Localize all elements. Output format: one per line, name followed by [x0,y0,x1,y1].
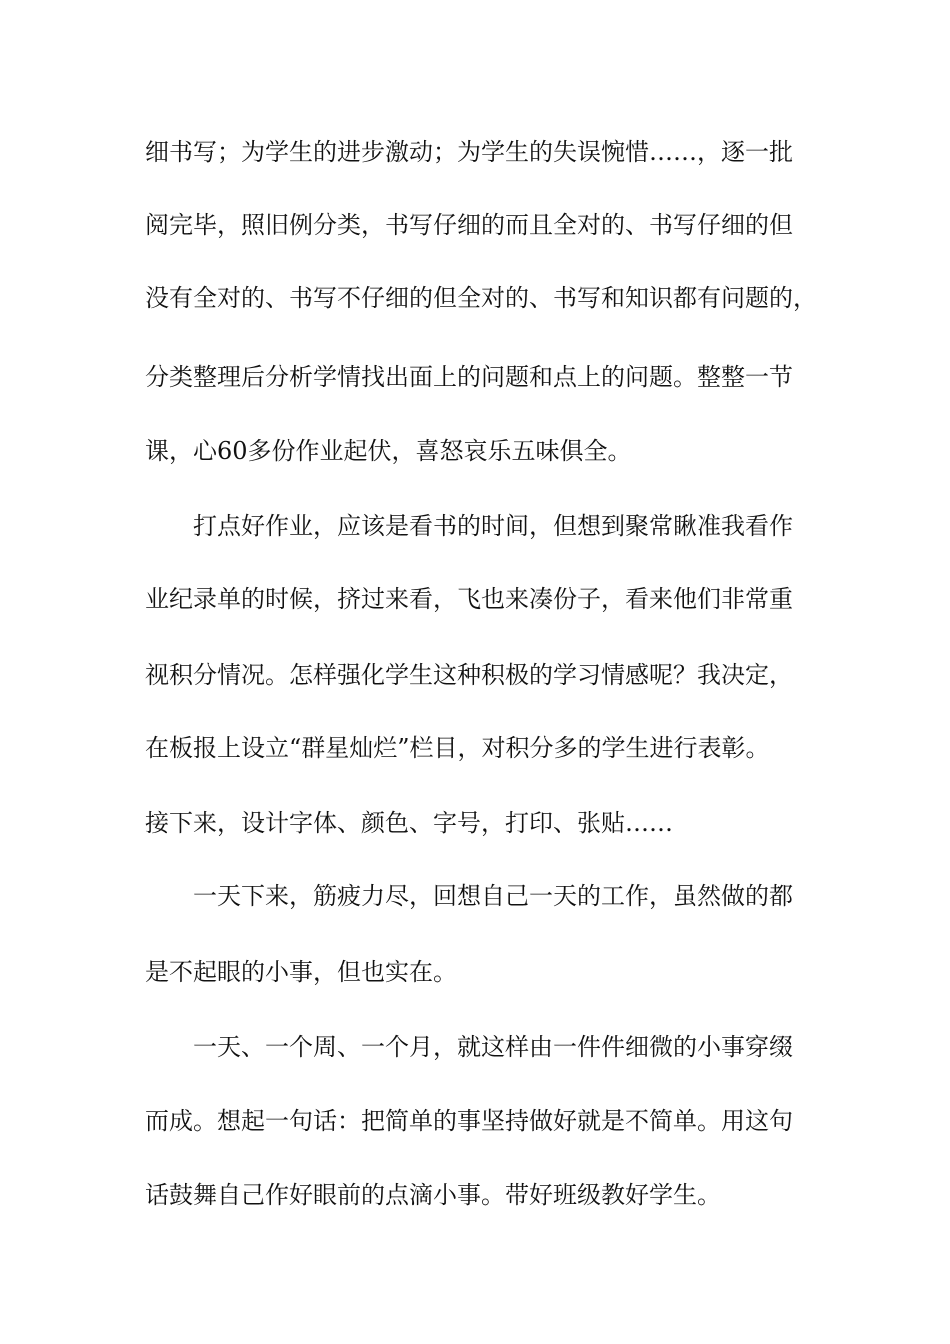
paragraph-start-line: 一天下来，筋疲力尽，回想自己一天的工作，虽然做的都 [193,882,793,910]
text-line: 课，心60多份作业起伏，喜怒哀乐五味俱全。 [145,437,632,465]
paragraph-start-line: 打点好作业，应该是看书的时间，但想到聚常瞅准我看作 [193,512,793,540]
paragraph-start-line: 一天、一个周、一个月，就这样由一件件细微的小事穿缀 [193,1033,793,1061]
text-line: 接下来，设计字体、颜色、字号，打印、张贴…… [145,809,673,837]
text-line: 分类整理后分析学情找出面上的问题和点上的问题。整整一节 [145,363,793,391]
text-line: 话鼓舞自己作好眼前的点滴小事。带好班级教好学生。 [145,1181,721,1209]
text-line: 阅完毕，照旧例分类，书写仔细的而且全对的、书写仔细的但 [145,211,793,239]
text-line: 视积分情况。怎样强化学生这种积极的学习情感呢？我决定， [145,661,793,689]
text-line: 业纪录单的时候，挤过来看，飞也来凑份子，看来他们非常重 [145,585,793,613]
text-line: 没有全对的、书写不仔细的但全对的、书写和知识都有问题的， [145,284,817,312]
text-line: 是不起眼的小事，但也实在。 [145,958,457,986]
text-line: 而成。想起一句话：把简单的事坚持做好就是不简单。用这句 [145,1107,793,1135]
text-line: 在板报上设立“群星灿烂”栏目，对积分多的学生进行表彰。 [145,734,770,762]
text-line: 细书写；为学生的进步激动；为学生的失误惋惜……，逐一批 [145,138,793,166]
